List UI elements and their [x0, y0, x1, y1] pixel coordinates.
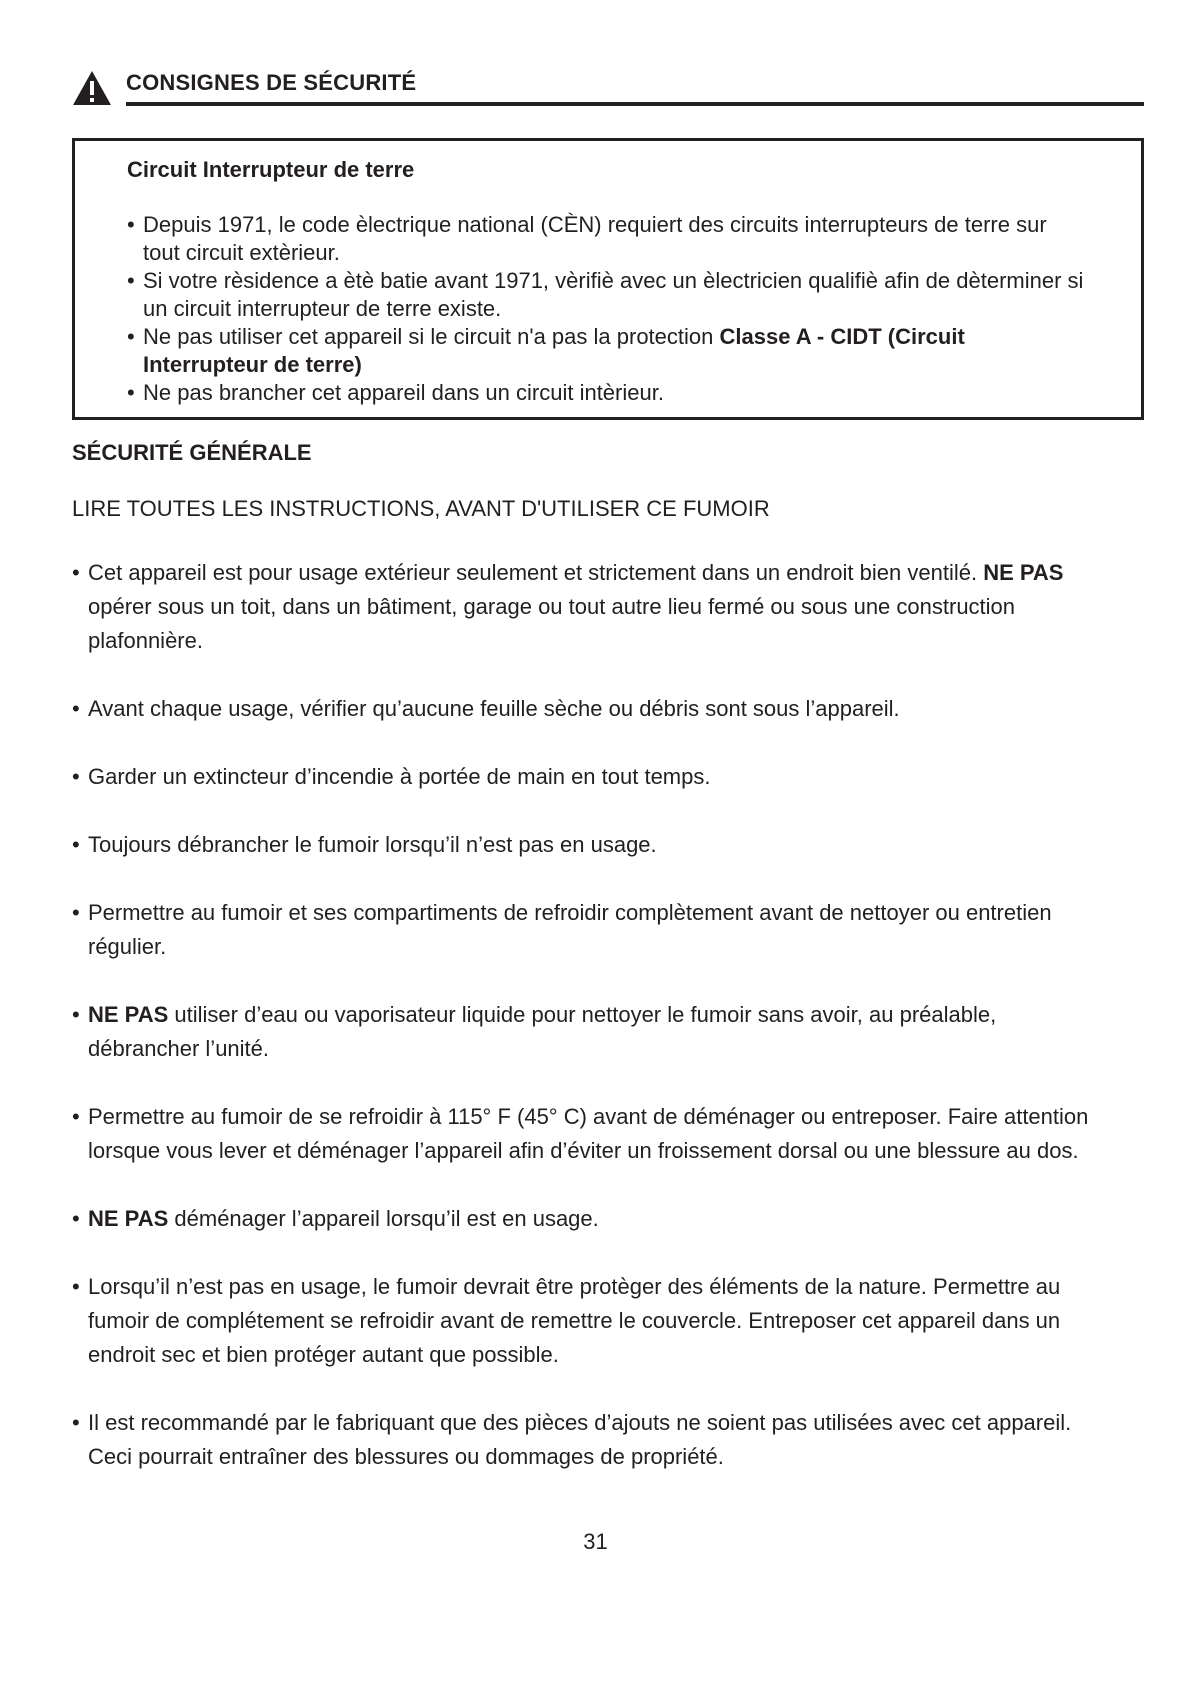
safety-item: • Lorsqu’il n’est pas en usage, le fumoir devrait être protèger des éléments de la nature. Permettre au fumoir de complétement se refroidir avant de remettre le couvercle. Entreposer cet appareil dans un endroit sec et bien protéger autant que possible.	[72, 1270, 1112, 1372]
header-divider	[126, 102, 1144, 106]
safety-item-emphasis: NE PAS	[983, 560, 1064, 585]
warning-triangle-icon	[72, 70, 112, 106]
safety-item-text: déménager l’appareil lorsqu’il est en usage.	[168, 1206, 599, 1231]
gfci-item-text: Ne pas utiliser cet appareil si le circuit n'a pas la protection	[143, 324, 720, 349]
general-safety-list	[72, 556, 1112, 1508]
general-safety-title: SÉCURITÉ GÉNÉRALE	[72, 440, 312, 465]
section-header	[72, 62, 1144, 106]
safety-item: • Toujours débrancher le fumoir lorsqu’il n’est pas en usage.	[72, 828, 1112, 862]
gfci-item	[127, 323, 1087, 379]
gfci-title: Circuit Interrupteur de terre	[127, 157, 415, 182]
safety-item: • Garder un extincteur d’incendie à portée de main en tout temps.	[72, 760, 1112, 794]
general-safety-intro: LIRE TOUTES LES INSTRUCTIONS, AVANT D'UTILISER CE FUMOIR	[72, 496, 770, 521]
safety-item	[72, 1202, 1112, 1236]
safety-item: • Permettre au fumoir de se refroidir à 115° F (45° C) avant de déménager ou entreposer. Faire attention lorsque vous lever et déménager l’appareil afin d’éviter un froissement dorsal ou une blessure au dos.	[72, 1100, 1112, 1168]
gfci-item-emphasis: Classe A - CIDT (Circuit Interrupteur de terre)	[143, 324, 965, 377]
safety-item	[72, 998, 1112, 1066]
safety-item-text: Cet appareil est pour usage extérieur seulement et strictement dans un endroit bien ventilé.	[88, 560, 984, 585]
safety-item-emphasis: NE PAS	[88, 1206, 169, 1231]
gfci-item: • Depuis 1971, le code èlectrique national (CÈN) requiert des circuits interrupteurs de terre sur tout circuit extèrieur.	[127, 211, 1087, 267]
safety-item	[72, 556, 1112, 658]
safety-item-emphasis: NE PAS	[88, 1002, 169, 1027]
gfci-item: • Si votre rèsidence a ètè batie avant 1971, vèrifiè avec un èlectricien qualifiè afin de dèterminer si un circuit interrupteur de terre existe.	[127, 267, 1087, 323]
header-title: CONSIGNES DE SÉCURITÉ	[126, 70, 417, 95]
safety-item: • Il est recommandé par le fabriquant que des pièces d’ajouts ne soient pas utilisées avec cet appareil. Ceci pourrait entraîner des blessures ou dommages de propriété.	[72, 1406, 1112, 1474]
gfci-list	[127, 211, 1087, 407]
gfci-item: • Ne pas brancher cet appareil dans un circuit intèrieur.	[127, 379, 1087, 407]
safety-item: • Permettre au fumoir et ses compartiments de refroidir complètement avant de nettoyer ou entretien régulier.	[72, 896, 1112, 964]
safety-item: • Avant chaque usage, vérifier qu’aucune feuille sèche ou débris sont sous l’appareil.	[72, 692, 1112, 726]
page-number: 31	[583, 1529, 608, 1554]
gfci-notice-box	[72, 138, 1144, 420]
safety-item-text: opérer sous un toit, dans un bâtiment, garage ou tout autre lieu fermé ou sous une construction plafonnière.	[88, 594, 1016, 653]
safety-item-text: utiliser d’eau ou vaporisateur liquide pour nettoyer le fumoir sans avoir, au préalable, débrancher l’unité.	[88, 1002, 997, 1061]
